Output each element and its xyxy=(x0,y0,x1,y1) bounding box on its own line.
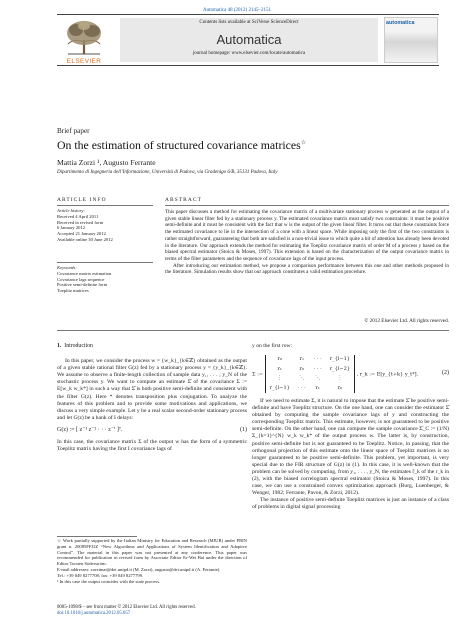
abstract xyxy=(165,209,449,276)
section-title: Introduction xyxy=(64,343,93,349)
divider xyxy=(57,205,153,206)
keyword-item: Covariance lags sequence xyxy=(57,276,105,282)
body-paragraph: In this case, the covariance matrix Σ of the output w has the form of a symmetric Toeplitz matrix having the first I covariance lags of xyxy=(57,439,247,453)
matrix-row xyxy=(265,365,354,374)
body-paragraph: The instance of positive semi-definite Toeplitz matrices is just an instance of a class of problems in digital signal processing xyxy=(252,497,449,511)
journal-reference[interactable]: Automatica 48 (2012) 2145–2151 xyxy=(203,8,271,13)
history-item: Available online 30 June 2012 xyxy=(57,236,113,242)
footnote-divider xyxy=(57,536,137,537)
matrix-cell: · · · xyxy=(313,356,322,363)
abstract-heading: ABSTRACT xyxy=(165,197,202,203)
matrix-cell: · · · xyxy=(313,365,322,372)
copyright: © 2012 Elsevier Ltd. All rights reserved. xyxy=(364,318,449,324)
footnote-emails[interactable]: E-mail addresses: zorzimat@dei.unipd.it (M. Zorzi), augusto@dei.unipd.it (A. Ferrante). xyxy=(57,566,221,572)
matrix-cell: r₀ xyxy=(299,365,304,372)
history-label: Article history: xyxy=(57,208,85,213)
article-type: Brief paper xyxy=(57,127,90,135)
elsevier-tree-logo xyxy=(58,18,110,58)
history-item: Received in revised form xyxy=(57,219,104,225)
matrix-cell: r_{l−1} xyxy=(329,356,350,363)
matrix-cell: r₀ xyxy=(277,356,282,363)
divider xyxy=(165,205,449,206)
abstract-paragraph: After introducing our estimation method, we propose a comparison performance between this one and other methods proposed in the literature. Simulation results show that our approach constitutes a valid estimation procedure. xyxy=(165,262,449,276)
matrix-lhs: Σ := xyxy=(252,371,263,378)
matrix-row xyxy=(265,384,354,393)
matrix-row xyxy=(265,374,354,383)
divider xyxy=(57,262,153,263)
doi-link[interactable]: doi:10.1016/j.automatica.2012.05.057 xyxy=(57,611,131,616)
equation-2 xyxy=(252,355,449,393)
paper-title-text: On the estimation of structured covariance matrices xyxy=(57,138,301,152)
section-heading-introduction xyxy=(57,343,247,350)
section-number: 1. xyxy=(57,343,62,349)
affiliation: Dipartimento di Ingegneria dell’Informazione, Università di Padova, via Gradenigo 6/B, 35131 Padova, Italy xyxy=(57,170,278,175)
equation-number: (1) xyxy=(240,426,247,433)
issn-line: 0005-1098/$ – see front matter © 2012 Elsevier Ltd. All rights reserved. xyxy=(57,605,196,610)
keyword-item: Positive semi-definite form xyxy=(57,282,108,288)
title-footnote-mark[interactable]: ☆ xyxy=(300,140,307,147)
article-info-heading: ARTICLE INFO xyxy=(57,197,107,203)
footnote-one: ¹ In this case the output coincides with the state process. xyxy=(57,578,161,584)
matrix-cell: r₁ xyxy=(277,365,282,372)
matrix-cell: r_{l−2} xyxy=(329,365,350,372)
equation-number: (2) xyxy=(442,370,449,377)
matrix-rhs: , r_k := E[y_{t+k} y_t*]. xyxy=(356,371,419,378)
publisher-name: ELSEVIER xyxy=(66,58,102,65)
covariance-matrix xyxy=(252,355,418,393)
equation-body: G(z) := [ z⁻¹ z⁻² · · · z⁻ⁱ ]ᵀ. xyxy=(57,426,123,433)
authors: Mattia Zorzi ¹, Augusto Ferrante xyxy=(57,158,156,167)
left-column xyxy=(57,343,247,453)
matrix-row xyxy=(265,355,354,364)
footnote-funding: ☆ Work partially supported by the Italian Ministry for Education and Research (MIUR) under PRIN grant n. 20085FFJ2Z “New Algorithms and Applications of System Identification and Adaptive Control”. The material in this paper was not presented at any conference. This paper was recommended for publication in revised form by Associate Editor Er-Wei Bai under the direction of Editor Torsten Söderström. xyxy=(57,538,247,567)
page-footer xyxy=(57,605,247,617)
keyword-item: Toeplitz matrices xyxy=(57,288,89,294)
matrix-cell: ⋱ xyxy=(315,375,321,382)
body-paragraph: In this paper, we consider the process w = {w_k}_{k∈ℤ} obtained as the output of a given stable rational filter G(z) fed by a stationary process y = {y_k}_{k∈ℤ}. We assume to observe a finite-length collection of sample data y₁, . . . , y_N of the stochastic process y. We want to compute an estimate Σ̂ of the covariance Σ := E[w_k w_k*] in such a way that Σ̂ is both positive semi-definite and consistent with the filter G(z). Here * denotes transposition plus conjugation. To analyze the features of this problem and to provide some motivations and applications, we discuss a very simple example. Let y be a real scalar second-order stationary process and let G(z) be a bank of I delays: xyxy=(57,358,247,421)
cover-title: automatica xyxy=(386,20,415,26)
matrix-cell: r₀ xyxy=(337,384,343,391)
contents-line[interactable]: Contents lists available at SciVerse ScienceDirect xyxy=(199,20,299,25)
matrix-cell: ⋮ xyxy=(337,375,343,382)
keywords-label: Keywords: xyxy=(57,265,77,270)
body-paragraph: If we need to estimate Σ, it is natural to impose that the estimate Σ̂ be positive semi-definite and have Toeplitz structure. On the one hand, one can consider the estimator Σ̂ obtained by computing the sample covariance lags of y and constructing the corresponding Toeplitz matrix. This estimate, however, is not guaranteed to be positive semi-definite. On the other hand, one can compute the sample covariance Σ̂_C := (1/N) Σ_{k=1}^{N} w_k w_k* of the output process w. The latter is, by construction, positive semi-definite but is not guaranteed to be Toeplitz. Notice, in passing, that the orthogonal projection of this estimate onto the linear space of Toeplitz matrices is no longer guaranteed to be positive semi-definite. This problem, yet important, is very special due to the FIR structure of G(z) in (1). In this case, it is well-known that the problem can be solved by computing, from y₁, . . . , y_N, the estimates r̂_k of the r_k in (2), with the biased correlogram spectral estimator (Stoica & Moses, 1997). In this case, we can use a constrained convex optimization approach (Burg, Luenberger, & Wenger, 1982; Ferrante, Pavon, & Zorzi, 2012). xyxy=(252,397,449,497)
matrix-cell: r_{l−1} xyxy=(269,384,290,391)
paper-title xyxy=(57,138,306,153)
journal-homepage[interactable]: journal homepage: www.elsevier.com/locate/automatica xyxy=(192,51,306,56)
article-history xyxy=(57,208,157,243)
matrix-cell: r₁ xyxy=(299,356,304,363)
history-item: Received 4 April 2011 xyxy=(57,213,99,219)
equation-1 xyxy=(57,427,247,434)
matrix-cell: · · · xyxy=(297,384,306,391)
matrix-cell: r₁ xyxy=(315,384,320,391)
footnote-telephone: Tel.: +39 049 8277708; fax: +39 049 8277799. xyxy=(57,572,144,578)
history-item: 6 January 2012 xyxy=(57,225,86,231)
history-item: Accepted 21 January 2012 xyxy=(57,231,106,237)
divider xyxy=(57,330,449,331)
journal-title: Automatica xyxy=(216,32,282,47)
keywords xyxy=(57,265,157,294)
toeplitz-matrix xyxy=(265,355,355,393)
keyword-item: Covariance matrix estimation xyxy=(57,270,112,276)
body-paragraph: y on the first row: xyxy=(252,343,293,349)
matrix-cell: ⋱ xyxy=(299,375,305,382)
footnotes xyxy=(57,538,247,584)
right-column xyxy=(252,343,449,511)
matrix-cell: ⋮ xyxy=(277,375,283,382)
abstract-paragraph: This paper discusses a method for estimating the covariance matrix of a multivariate stationary process w generated as the output of a given stable linear filter fed by a stationary process y. The estimated covariance matrix must satisfy two constraints: it must be positive semi-definite and it must be consistent with the fact that w is the output of the given linear filter. It turns out that these constraints force the estimated covariance to lie in the intersection of a cone with a linear space. While imposing only the first of the two constraints is rather straightforward, guaranteeing that both are satisfied is a non-trivial issue to which quite a bit of attention has already been devoted in the literature. Our approach extends the method for estimating the Toeplitz covariance matrix of order M of a process y based on the biased spectral estimator (Stoica & Moses, 1997). This extension is based on the characterization of the output covariance matrix in terms of the filter parameters and the sequence of covariance lags of the input process. xyxy=(165,209,449,262)
